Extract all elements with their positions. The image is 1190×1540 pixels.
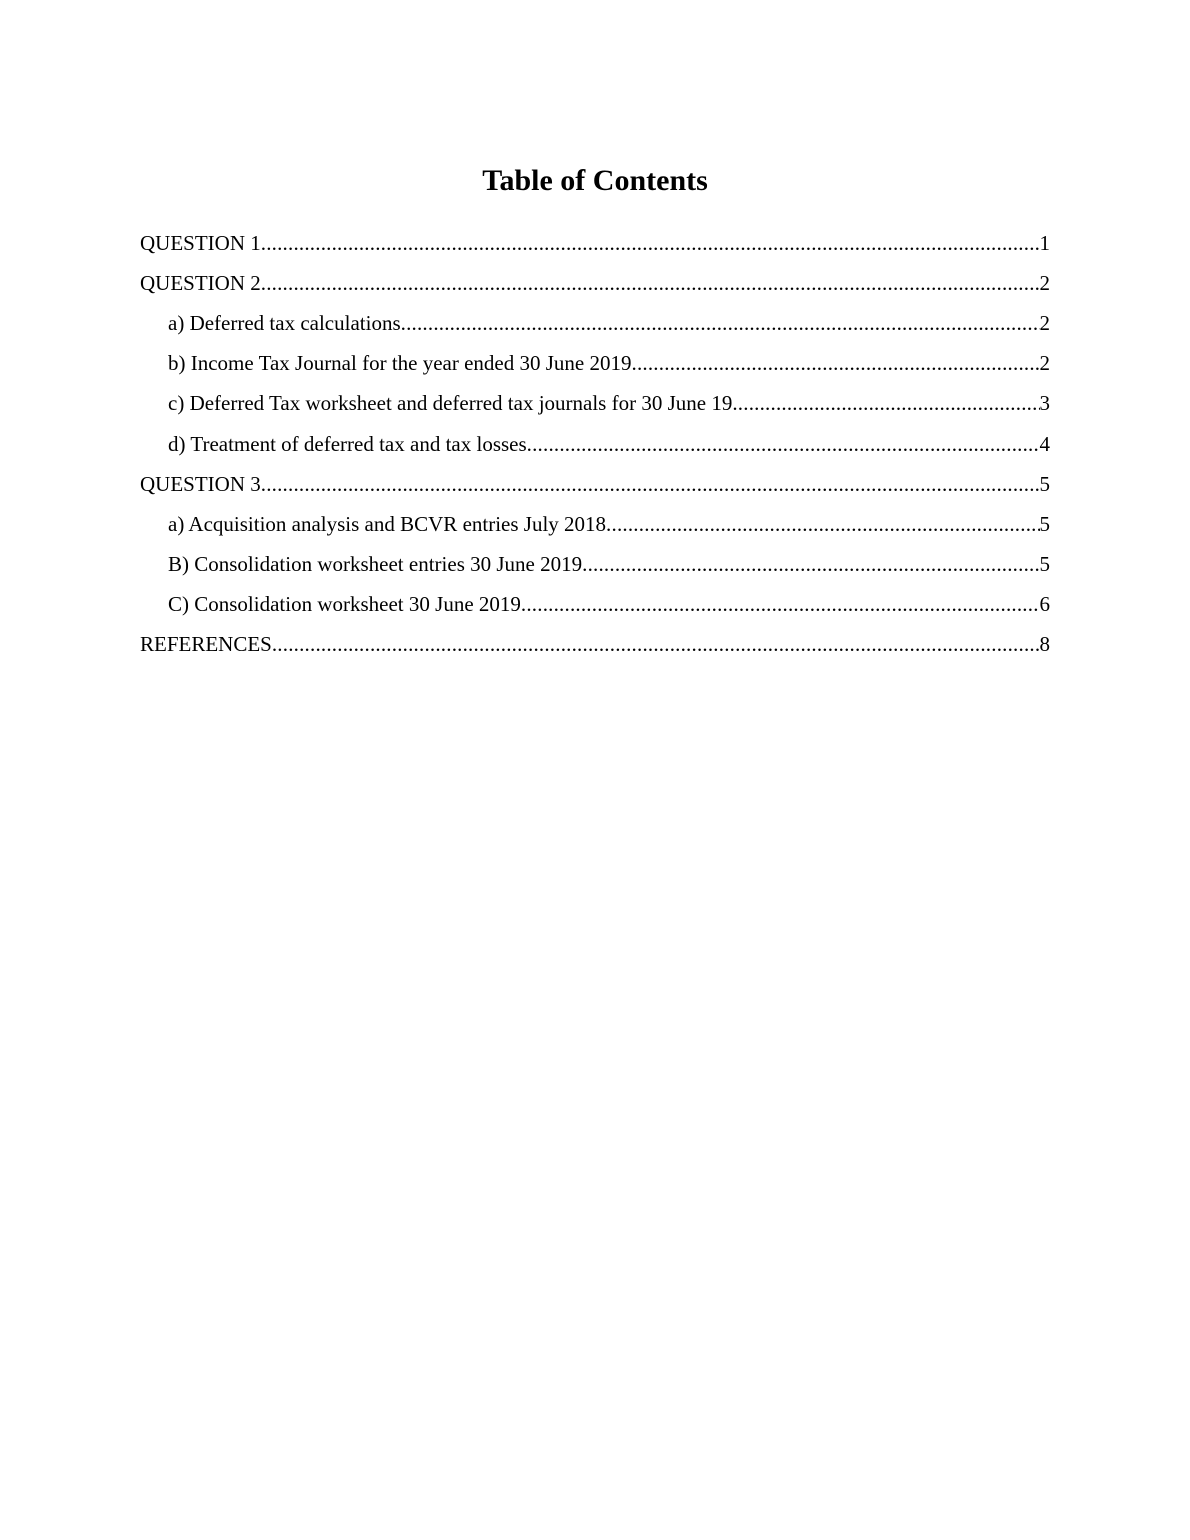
toc-entry-label: d) Treatment of deferred tax and tax losses [168,431,527,456]
toc-page-number: 8 [1039,632,1050,657]
toc-entry-label: b) Income Tax Journal for the year ended 30 June 2019 [168,351,632,376]
toc-page-number: 5 [1039,511,1050,536]
toc-dot-leader [606,512,1039,537]
toc-entry-label: C) Consolidation worksheet 30 June 2019 [168,592,521,617]
toc-page-number: 3 [1039,391,1050,416]
toc-entry-income-tax-journal[interactable] [140,344,1050,384]
toc-dot-leader [632,351,1040,376]
toc-title: Table of Contents [482,164,708,197]
toc-entry-label: c) Deferred Tax worksheet and deferred tax journals for 30 June 19 [168,391,733,416]
toc-page-number: 4 [1039,431,1050,456]
toc-dot-leader [521,592,1040,617]
toc-dot-leader [261,231,1040,256]
toc-page-number: 5 [1039,552,1050,577]
toc-entry-label: a) Deferred tax calculations [168,310,401,335]
toc-page-number: 2 [1039,310,1050,335]
toc-dot-leader [527,432,1040,457]
toc-page-number: 2 [1039,351,1050,376]
toc-entry-acquisition-analysis[interactable] [140,504,1050,544]
toc-entry-label: B) Consolidation worksheet entries 30 June 2019 [168,552,583,577]
toc-page-number: 5 [1039,471,1050,496]
toc-list [140,223,1050,665]
toc-page-number: 2 [1039,270,1050,295]
toc-dot-leader [401,311,1040,336]
toc-entry-label: QUESTION 3 [140,471,261,496]
toc-entry-references[interactable] [140,625,1050,665]
toc-entry-question-2[interactable] [140,263,1050,303]
toc-entry-deferred-tax-worksheet[interactable] [140,384,1050,424]
toc-entry-consolidation-worksheet[interactable] [140,585,1050,625]
toc-entry-label: QUESTION 1 [140,230,261,255]
toc-entry-question-3[interactable] [140,464,1050,504]
toc-dot-leader [582,552,1039,577]
toc-dot-leader [261,271,1040,296]
toc-entry-question-1[interactable] [140,223,1050,263]
toc-page-number: 6 [1039,592,1050,617]
toc-dot-leader [261,472,1040,497]
toc-entry-label: a) Acquisition analysis and BCVR entries July 2018 [168,511,607,536]
toc-entry-label: REFERENCES [140,632,272,657]
toc-dot-leader [272,632,1040,657]
toc-entry-deferred-tax-calculations[interactable] [140,303,1050,343]
toc-entry-treatment-of-deferred-tax[interactable] [140,424,1050,464]
toc-dot-leader [732,391,1039,416]
toc-page-number: 1 [1039,230,1050,255]
toc-entry-consolidation-worksheet-entries[interactable] [140,545,1050,585]
toc-entry-label: QUESTION 2 [140,270,261,295]
